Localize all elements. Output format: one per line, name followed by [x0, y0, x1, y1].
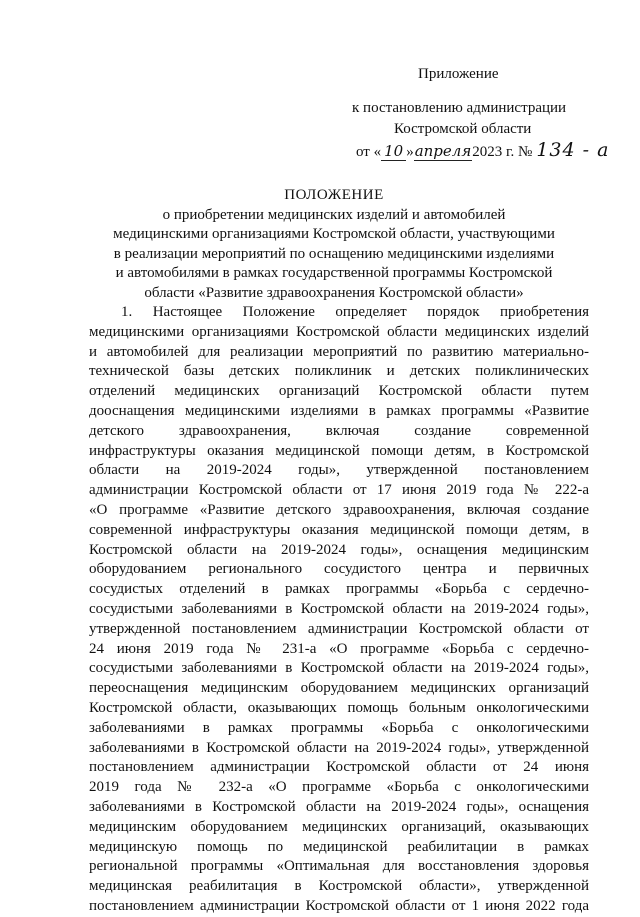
- body-line: [89, 798, 589, 818]
- body-line-text: и автомобилей для реализации мероприятий по развитию материально-: [89, 343, 589, 360]
- body-line-text: сосудистых отделений в рамках программы «Борьба с сердечно-: [89, 581, 589, 598]
- appendix-decree-line: к постановлению администрации: [352, 100, 567, 116]
- body-line: [89, 719, 589, 739]
- body-line: [89, 442, 589, 462]
- body-line-text: медицинским оборудованием медицинских организаций, оказывающих: [89, 818, 589, 835]
- body-line: [89, 758, 589, 778]
- document-heading: [60, 186, 608, 303]
- body-line: [89, 481, 589, 501]
- heading-line: и автомобилями в рамках государственной программы Костромской: [115, 265, 553, 281]
- body-line: [89, 382, 589, 402]
- appendix-block: [330, 64, 610, 163]
- body-line-text: заболеваниями в Костромской области на 2019-2024 годы», утвержденной: [89, 739, 589, 756]
- body-line-text: области на 2019-2024 годы», утвержденной постановлением: [89, 462, 589, 479]
- body-line-text: инфраструктуры оказания медицинской помощи детям, в Костромской: [89, 442, 589, 459]
- body-line: [89, 877, 589, 897]
- appendix-date-line: [356, 140, 610, 163]
- body-line: [89, 620, 589, 640]
- appendix-title: Приложение: [418, 66, 499, 82]
- handwritten-day: 10: [381, 142, 406, 161]
- body-line-text: утвержденной постановлением администрации Костромской области от: [89, 620, 589, 637]
- body-line: [89, 541, 589, 561]
- body-line: [89, 501, 589, 521]
- body-line: [89, 699, 589, 719]
- body-line-text: современной инфраструктуры оказания медицинской помощи детям, в: [89, 521, 589, 538]
- body-line-text: региональной программы «Оптимальная для восстановления здоровья: [89, 858, 589, 875]
- body-line-text: медицинская реабилитация в Костромской области», утвержденной: [89, 878, 589, 895]
- heading-line: в реализации мероприятий по оснащению медицинскими изделиями: [113, 245, 555, 262]
- body-line: [89, 422, 589, 442]
- handwritten-month: апреля: [414, 142, 472, 160]
- body-line: [89, 580, 589, 600]
- body-line-text: сосудистыми заболеваниями в Костромской области на 2019-2024 годы»,: [89, 600, 589, 617]
- body-line: [89, 857, 589, 877]
- heading-line: медицинскими организациями Костромской области, участвующими: [113, 226, 555, 242]
- date-suffix: 2023 г. №: [472, 144, 533, 160]
- date-prefix: от «: [356, 144, 382, 160]
- body-line-text: заболеваниями в рамках программы «Борьба с онкологическими: [89, 719, 589, 736]
- body-line-text: заболеваниями в Костромской области на 2019-2024 годы», оснащения: [89, 798, 589, 815]
- body-line: [89, 600, 589, 620]
- appendix-region-line: Костромской области: [394, 121, 532, 137]
- heading-line: о приобретении медицинских изделий и автомобилей: [162, 206, 506, 223]
- body-line-text: медицинскими организациями Костромской области медицинских изделий: [89, 323, 589, 340]
- body-line: [89, 818, 589, 838]
- body-line: [89, 838, 589, 858]
- body-line-text: 2019 года № 232-а «О программе «Борьба с онкологическими: [89, 779, 589, 796]
- body-line: [89, 640, 589, 660]
- body-line-text: Костромской области на 2019-2024 годы», оснащения медицинским: [89, 541, 589, 558]
- heading-line: области «Развитие здравоохранения Костромской области»: [144, 284, 524, 301]
- body-line: [89, 402, 589, 422]
- body-line-text: детского здравоохранения, включая создание современной: [89, 422, 589, 439]
- body-line: [89, 778, 589, 798]
- body-line-text: переоснащения медицинским оборудованием медицинских организаций: [89, 680, 589, 697]
- body-text: [89, 303, 589, 917]
- body-line-text: медицинскую помощь по медицинской реабилитации в рамках: [89, 838, 589, 855]
- handwritten-doc-number: 134 - а: [536, 139, 610, 161]
- body-line: [89, 362, 589, 382]
- heading-title: ПОЛОЖЕНИЕ: [284, 187, 384, 203]
- body-line: [89, 739, 589, 759]
- body-line: [89, 323, 589, 343]
- body-line: [89, 343, 589, 363]
- body-line-text: «О программе «Развитие детского здравоохранения, включая создание: [89, 501, 589, 518]
- body-line: [89, 659, 589, 679]
- body-line-text: постановлением администрации Костромской области от 24 июня: [89, 759, 589, 776]
- date-mid: »: [406, 144, 414, 160]
- body-line: [89, 521, 589, 541]
- body-line: [89, 897, 589, 917]
- body-line-text: технической базы детских поликлиник и детских поликлинических: [89, 363, 589, 380]
- body-line-text: отделений медицинских организаций Костромской области путем: [89, 383, 589, 400]
- body-line-text: постановлением администрации Костромской области от 1 июня 2022 года: [89, 897, 589, 914]
- body-line: [89, 303, 589, 323]
- body-line: [89, 679, 589, 699]
- body-line-text: сосудистыми заболеваниями в Костромской области на 2019-2024 годы»,: [89, 660, 589, 677]
- body-line-text: 1. Настоящее Положение определяет порядок приобретения: [121, 304, 589, 320]
- body-line: [89, 560, 589, 580]
- body-line: [89, 461, 589, 481]
- body-line-text: дооснащения медицинскими изделиями в рамках программы «Развитие: [89, 402, 589, 419]
- body-line-text: Костромской области, оказывающих помощь больным онкологическими: [89, 699, 589, 716]
- body-line-text: 24 июня 2019 года № 231-а «О программе «Борьба с сердечно-: [89, 640, 589, 657]
- body-line-text: оборудованием регионального сосудистого центра и первичных: [89, 561, 589, 578]
- body-line-text: администрации Костромской области от 17 июня 2019 года № 222-а: [89, 482, 589, 499]
